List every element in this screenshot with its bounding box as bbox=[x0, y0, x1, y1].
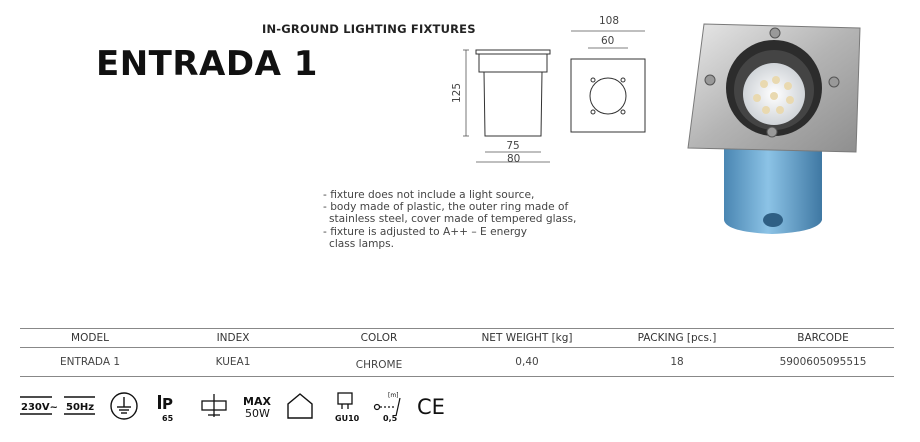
voltage-icon bbox=[20, 397, 58, 414]
note-line: - fixture does not include a light source, bbox=[323, 189, 535, 201]
cell-packing: 18 bbox=[602, 348, 752, 377]
class-ii-lamp-icon bbox=[202, 394, 226, 417]
distance-unit-label: [m] bbox=[388, 392, 399, 399]
cell-color: CHROME bbox=[306, 348, 452, 377]
frequency-icon bbox=[64, 397, 95, 414]
dim-height: 125 bbox=[451, 82, 463, 104]
voltage-label: 230V~ bbox=[21, 402, 58, 413]
header-net-weight: NET WEIGHT [kg] bbox=[452, 329, 602, 348]
dim-inner-width: 75 bbox=[506, 140, 520, 152]
table-row bbox=[20, 348, 894, 377]
header-packing: PACKING [pcs.] bbox=[602, 329, 752, 348]
svg-text:P: P bbox=[162, 395, 173, 413]
header-index: INDEX bbox=[160, 329, 306, 348]
ce-mark-icon bbox=[417, 395, 445, 419]
header-barcode: BARCODE bbox=[752, 329, 894, 348]
feature-notes bbox=[323, 189, 576, 250]
ce-label: CE bbox=[417, 395, 445, 419]
product-title: ENTRADA 1 bbox=[96, 44, 318, 84]
category-title: IN-GROUND LIGHTING FIXTURES bbox=[262, 22, 476, 36]
earth-ground-icon bbox=[111, 393, 137, 419]
max-power-icon bbox=[243, 395, 271, 420]
dim-top-inner: 60 bbox=[601, 35, 615, 47]
top-view-drawing bbox=[565, 12, 651, 138]
dim-top-outer: 108 bbox=[599, 15, 620, 27]
indoor-house-icon bbox=[288, 394, 312, 418]
dim-outer-width: 80 bbox=[507, 153, 521, 165]
side-view-drawing bbox=[450, 40, 560, 170]
max-power-label: 50W bbox=[245, 407, 270, 420]
header-model: MODEL bbox=[20, 329, 160, 348]
note-line: class lamps. bbox=[329, 237, 395, 250]
cell-barcode: 5900605095515 bbox=[752, 348, 894, 377]
gu10-socket-icon bbox=[335, 393, 360, 423]
note-line: stainless steel, cover made of tempered glass, bbox=[329, 213, 577, 226]
frequency-label: 50Hz bbox=[66, 402, 95, 413]
header-color: COLOR bbox=[306, 329, 452, 348]
note-line: - fixture is adjusted to A++ – E energy bbox=[323, 225, 528, 238]
distance-label: 0,5 bbox=[383, 414, 398, 423]
cell-index: KUEA1 bbox=[160, 348, 306, 377]
ip-class-label: 65 bbox=[162, 414, 174, 423]
table-header-row bbox=[20, 329, 894, 348]
distance-icon bbox=[375, 392, 401, 423]
socket-label: GU10 bbox=[335, 414, 360, 423]
cell-net-weight: 0,40 bbox=[452, 348, 602, 377]
feature-icons bbox=[20, 390, 460, 430]
note-line: - body made of plastic, the outer ring made of bbox=[323, 201, 569, 214]
cell-model: ENTRADA 1 bbox=[20, 348, 160, 377]
product-photo bbox=[684, 20, 864, 242]
spec-table bbox=[20, 328, 894, 377]
max-label: MAX bbox=[243, 395, 271, 408]
ip-rating-icon bbox=[158, 395, 174, 423]
